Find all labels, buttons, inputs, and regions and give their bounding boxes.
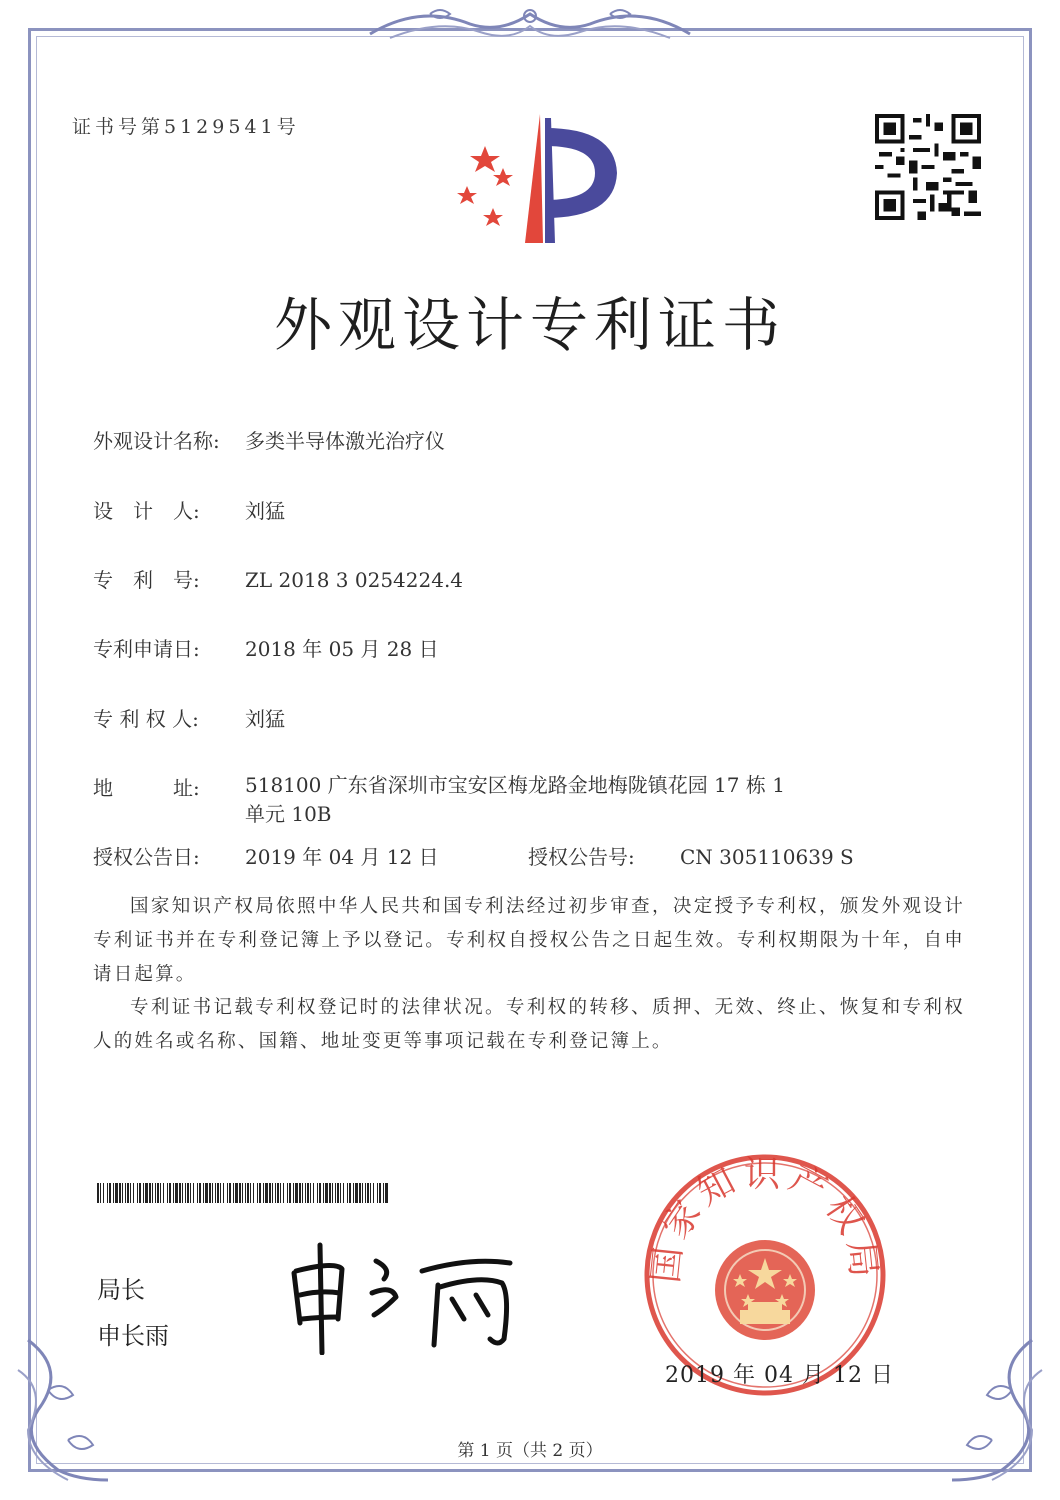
body-paragraph-1: 国家知识产权局依照中华人民共和国专利法经过初步审查，决定授予专利权，颁发外观设计专利证书并在专利登记簿上予以登记。专利权自授权公告之日起生效。专利权期限为十年，自申请日起算。 <box>93 896 965 985</box>
address-line-2: 单元 10B <box>245 802 332 826</box>
patentee-value: 刘猛 <box>245 707 285 731</box>
body-paragraph-2: 专利证书记载专利权登记时的法律状况。专利权的转移、质押、无效、终止、恢复和专利权人的姓名或名称、国籍、地址变更等事项记载在专利登记簿上。 <box>93 997 965 1052</box>
patent-number-row <box>93 564 463 593</box>
design-name-value: 多类半导体激光治疗仪 <box>245 429 445 453</box>
certificate-title: 外观设计专利证书 <box>273 291 786 359</box>
designer-row <box>93 495 285 524</box>
director-name: 申长雨 <box>97 1322 169 1350</box>
filing-date-label: 专利申请日: <box>93 637 200 661</box>
grant-date-row <box>93 841 439 870</box>
grant-date-label: 授权公告日: <box>93 845 200 869</box>
design-name-row <box>93 425 445 454</box>
address-line-1: 518100 广东省深圳市宝安区梅龙路金地梅陇镇花园 17 栋 1 <box>245 773 785 797</box>
patentee-row <box>93 703 285 732</box>
filing-date-value: 2018 年 05 月 28 日 <box>245 637 439 661</box>
patentee-label: 专 利 权 人: <box>93 707 199 731</box>
grant-number-value: CN 305110639 S <box>680 845 854 869</box>
qr-code <box>875 114 981 220</box>
bottom-right-ornament <box>932 1330 1052 1490</box>
director-title: 局长 <box>97 1276 145 1304</box>
certificate-number: 证书号第5129541号 <box>72 116 300 138</box>
designer-label: 设 计 人: <box>93 499 200 523</box>
bottom-left-ornament <box>8 1330 128 1490</box>
barcode <box>97 1183 389 1203</box>
designer-value: 刘猛 <box>245 499 285 523</box>
address-row <box>93 772 245 801</box>
seal-text: 国家知识产权局 <box>645 1153 885 1285</box>
address-label: 地 址: <box>93 776 200 800</box>
grant-number-row <box>528 841 854 870</box>
page-number: 第 1 页（共 2 页） <box>457 1441 603 1461</box>
director-signature <box>280 1235 540 1355</box>
patent-number-value: ZL 2018 3 0254224.4 <box>245 568 464 592</box>
grant-number-label: 授权公告号: <box>528 845 635 869</box>
patent-office-logo <box>445 108 620 248</box>
address-value <box>245 771 845 829</box>
national-emblem <box>715 1240 815 1340</box>
filing-date-row <box>93 633 439 662</box>
top-ornament <box>360 4 700 44</box>
patent-number-label: 专 利 号: <box>93 568 200 592</box>
seal-date: 2019 年 04 月 12 日 <box>665 1363 894 1388</box>
grant-date-value: 2019 年 04 月 12 日 <box>245 845 439 869</box>
design-name-label: 外观设计名称: <box>93 429 220 453</box>
